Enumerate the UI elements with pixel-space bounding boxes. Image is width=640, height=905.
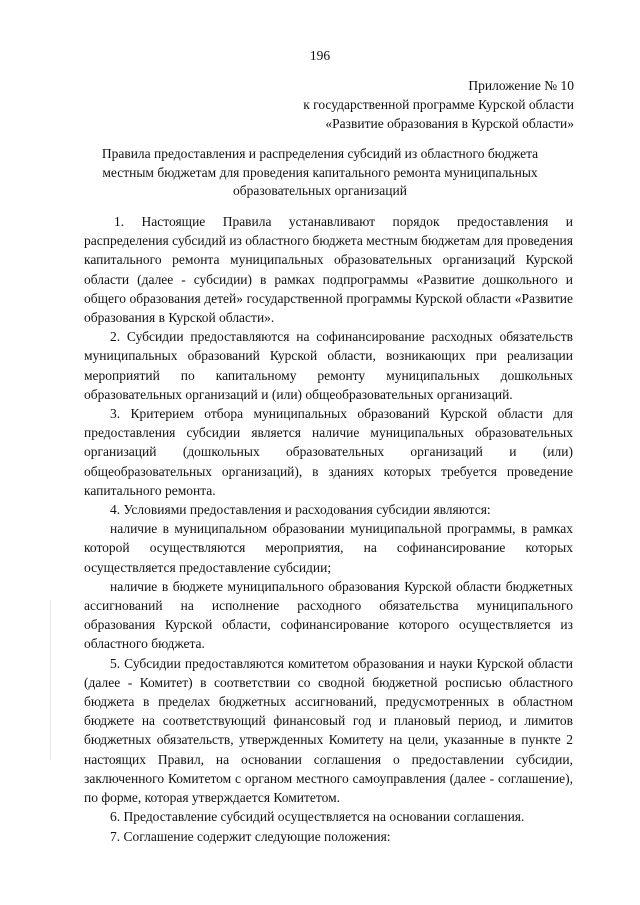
paragraph-7: 7. Соглашение содержит следующие положения: (110, 828, 391, 844)
appendix-header (303, 76, 574, 133)
title-line-3: образовательных организаций (233, 183, 407, 198)
paragraph-4-condition-1: наличие в муниципальном образовании муниципальной программы, в рамках которой осуществляются мероприятия, на софинансирование которых осуществляется предоставление субсидии; (84, 521, 573, 575)
paragraph-2: 2. Субсидии предоставляются на софинансирование расходных обязательств муниципальных образований Курской области, возникающих при реализации мероприятий по капитальному ремонту муниципальных дошкольных образовательных организаций и (или) общеобразовательных организаций. (84, 329, 573, 402)
paragraph-3: 3. Критерием отбора муниципальных образований Курской области для предоставления субсидии является наличие муниципальных образовательных организаций (дошкольных образовательных организаций и (или) общеобразовательных организаций), в зданиях которых требуется проведение капитального ремонта. (84, 406, 573, 498)
title-line-1: Правила предоставления и распределения субсидий из областного бюджета (101, 146, 539, 161)
paragraph-5: 5. Субсидии предоставляются комитетом образования и науки Курской области (далее - Комитет) в соответствии со сводной бюджетной росписью областного бюджета в пределах бюджетных ассигнований, предусмотренных в областном бюджете на соответствующий финансовый год и плановый период, и лимитов бюджетных обязательств, утвержденных Комитету на цели, указанные в пункте 2 настоящих Правил, на основании соглашения о предоставлении субсидии, заключенного Комитетом с органом местного самоуправления (далее - соглашение), по форме, которая утверждается Комитетом. (84, 655, 573, 806)
document-body (84, 212, 573, 846)
document-title (70, 145, 570, 201)
page-number: 196 (309, 48, 331, 63)
paragraph-1: 1. Настоящие Правила устанавливают порядок предоставления и распределения субсидий из областного бюджета местным бюджетам для проведения капитального ремонта муниципальных образовательных организаций Курской области (далее - субсидии) в рамках подпрограммы «Развитие дошкольного и общего образования детей» государственной программы Курской области «Развитие образования в Курской области». (84, 214, 573, 326)
appendix-line-3: «Развитие образования в Курской области» (325, 116, 574, 131)
paragraph-4: 4. Условиями предоставления и расходования субсидии являются: (110, 502, 491, 518)
paragraph-6: 6. Предоставление субсидий осуществляется на основании соглашения. (110, 809, 525, 825)
appendix-line-2: к государственной программе Курской области (303, 97, 574, 112)
title-line-2: местным бюджетам для проведения капитального ремонта муниципальных (102, 164, 538, 180)
scan-margin-mark (50, 600, 51, 760)
paragraph-4-condition-2: наличие в бюджете муниципального образования Курской области бюджетных ассигнований на исполнение расходного обязательства муниципального образования Курской области, софинансирование которого осуществляется из областного бюджета. (84, 578, 573, 652)
appendix-line-1: Приложение № 10 (468, 78, 574, 93)
